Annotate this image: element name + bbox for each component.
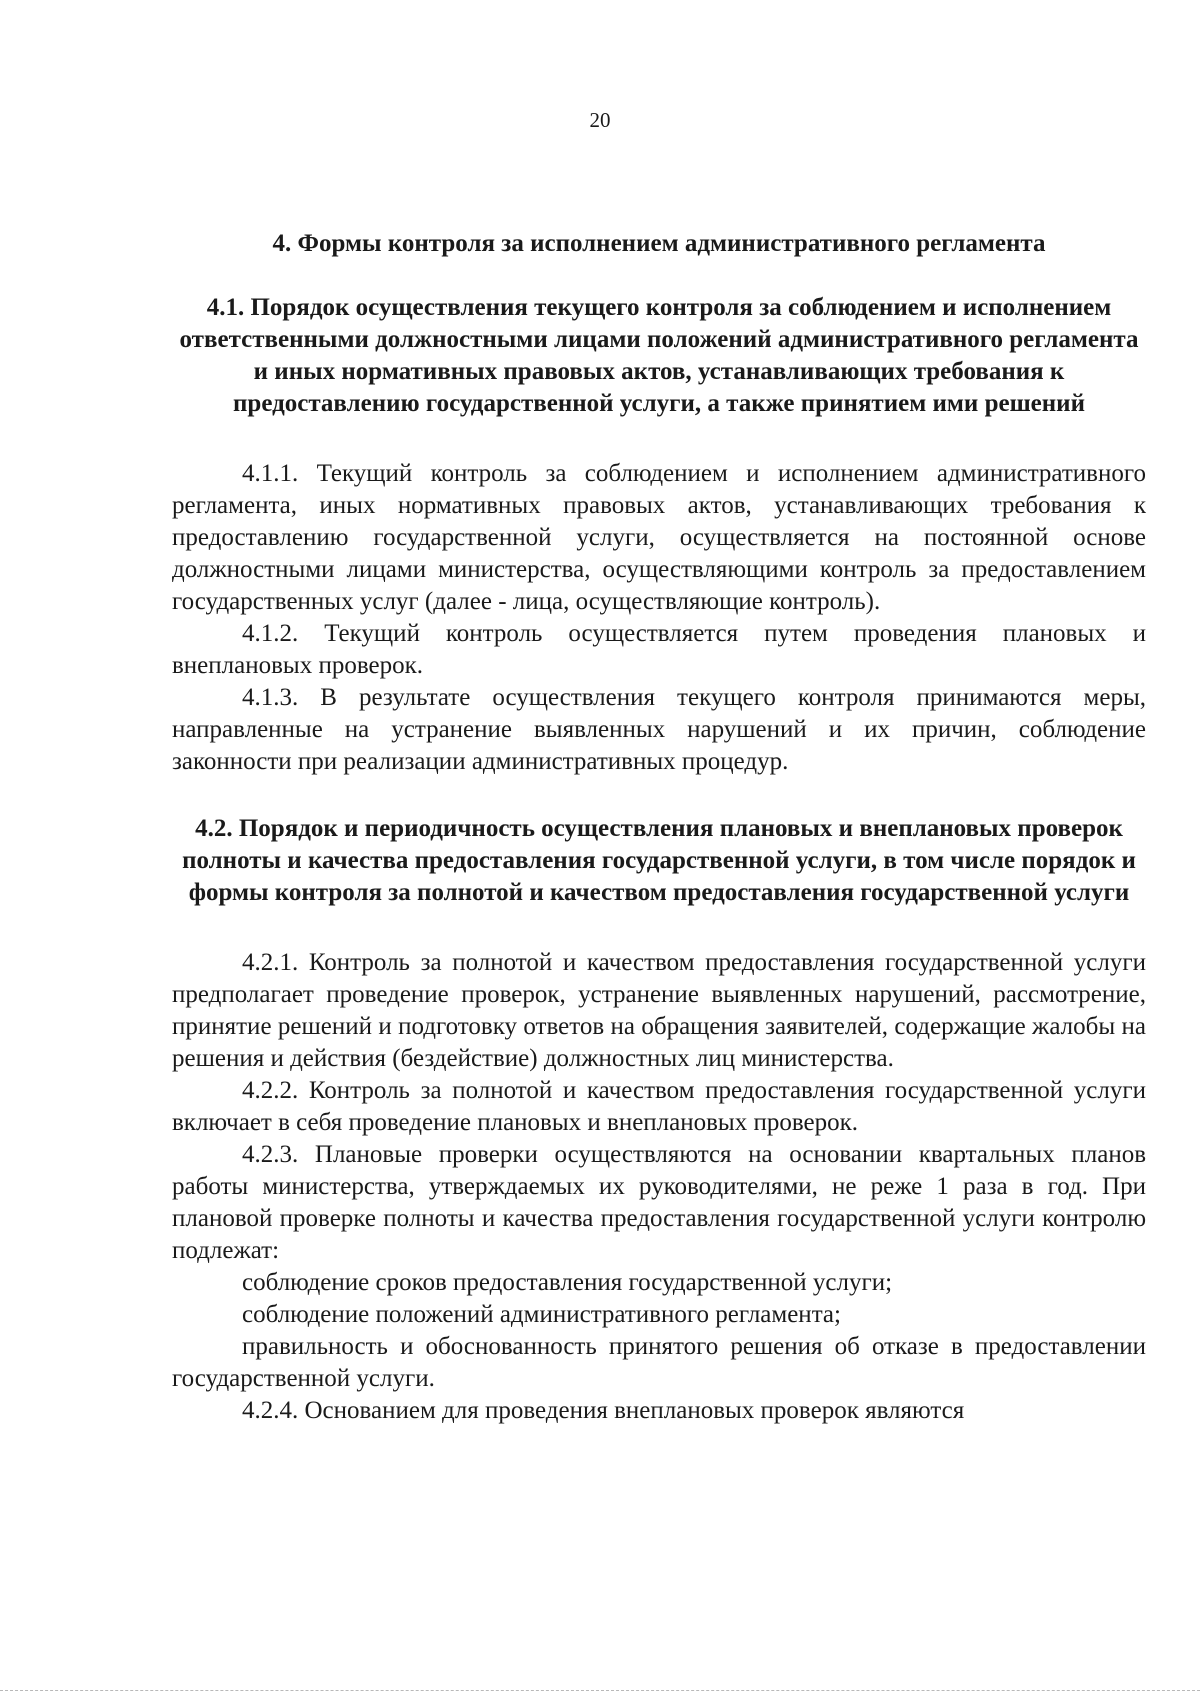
section-4-2-heading: 4.2. Порядок и периодичность осуществления плановых и внеплановых проверок полноты и качества предоставления государственной услуги, в том числе порядок и формы контроля за полнотой и качеством предоставления государственной услуги xyxy=(182,815,1136,906)
paragraph-4-2-2: 4.2.2. Контроль за полнотой и качеством предоставления государственной услуги включает в себя проведение плановых и внеплановых проверок. xyxy=(172,1077,1146,1136)
page-bottom-edge xyxy=(0,1690,1200,1691)
section-4-1-heading: 4.1. Порядок осуществления текущего контроля за соблюдением и исполнением ответственными должностными лицами положений административного регламента и иных нормативных правовых актов, устанавливающих требования к предоставлению государственной услуги, а также принятием ими решений xyxy=(179,294,1139,417)
paragraph-4-1-1: 4.1.1. Текущий контроль за соблюдением и исполнением административного регламента, иных нормативных правовых актов, устанавливающих требования к предоставлению государственной услуги, осуществляется на постоянной основе должностными лицами министерства, осуществляющими контроль за предоставлением государственных услуг (далее - лица, осуществляющие контроль). xyxy=(172,460,1146,615)
section-4-heading: 4. Формы контроля за исполнением административного регламента xyxy=(272,230,1046,257)
paragraph-4-2-3: 4.2.3. Плановые проверки осуществляются на основании квартальных планов работы министерства, утверждаемых их руководителями, не реже 1 раза в год. При плановой проверке полноты и качества предоставления государственной услуги контролю подлежат: xyxy=(172,1141,1146,1264)
list-item-refusal: правильность и обоснованность принятого решения об отказе в предоставлении государственной услуги. xyxy=(172,1333,1146,1392)
paragraph-4-2-4: 4.2.4. Основанием для проведения внеплановых проверок являются xyxy=(242,1397,965,1424)
list-item-regulation: соблюдение положений административного регламента; xyxy=(242,1301,841,1328)
paragraph-4-1-3: 4.1.3. В результате осуществления текущего контроля принимаются меры, направленные на устранение выявленных нарушений и их причин, соблюдение законности при реализации административных процедур. xyxy=(172,684,1146,775)
document-body xyxy=(172,228,1146,1427)
paragraph-4-2-1: 4.2.1. Контроль за полнотой и качеством предоставления государственной услуги предполагает проведение проверок, устранение выявленных нарушений, рассмотрение, принятие решений и подготовку ответов на обращения заявителей, содержащие жалобы на решения и действия (бездействие) должностных лиц министерства. xyxy=(172,949,1146,1072)
list-item-deadlines: соблюдение сроков предоставления государственной услуги; xyxy=(242,1269,893,1296)
paragraph-4-1-2: 4.1.2. Текущий контроль осуществляется путем проведения плановых и внеплановых проверок. xyxy=(172,620,1146,679)
page-number: 20 xyxy=(589,108,611,132)
